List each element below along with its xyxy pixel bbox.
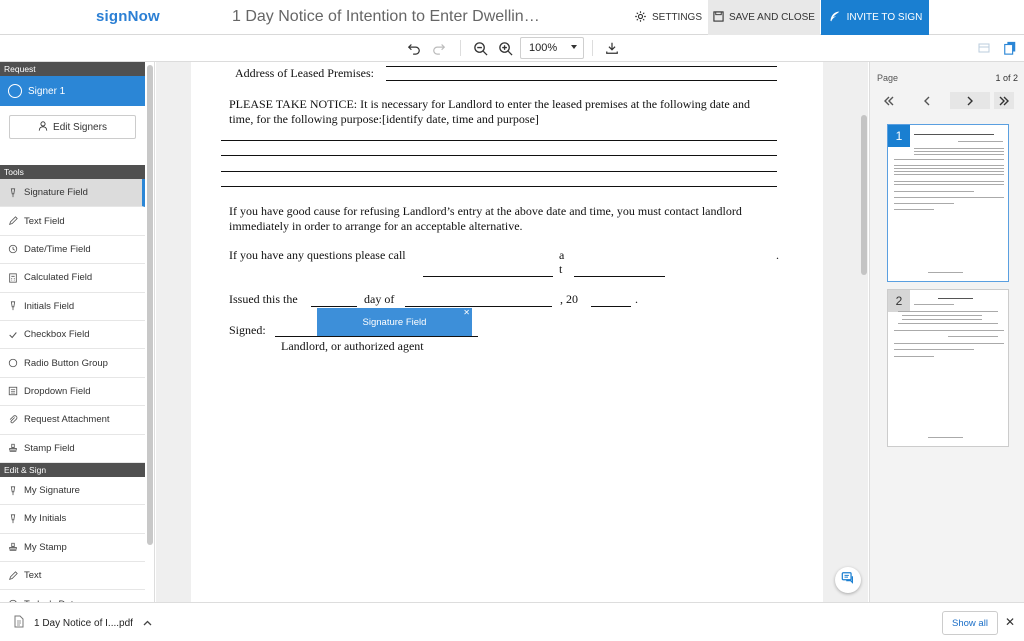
page-count: 1 of 2 (995, 73, 1018, 83)
signed-label: Signed: (229, 323, 266, 337)
close-icon[interactable]: ✕ (1005, 615, 1016, 629)
sidebar-item-label: Signature Field (24, 187, 88, 199)
document-title[interactable]: 1 Day Notice of Intention to Enter Dwellin… (232, 8, 540, 25)
paperclip-icon (8, 415, 18, 425)
signer-label: Signer 1 (28, 85, 66, 97)
zoom-in-icon[interactable] (497, 40, 513, 56)
person-icon (38, 121, 48, 134)
zoom-value: 100% (529, 42, 558, 54)
page-label: Page (877, 73, 899, 83)
request-section-header: Request (0, 62, 145, 76)
save-close-label: SAVE AND CLOSE (729, 12, 815, 23)
next-page-icon[interactable] (950, 92, 990, 109)
chevron-down-icon (571, 45, 577, 49)
sidebar-item-stamp-field[interactable] (0, 435, 145, 463)
download-file-name: 1 Day Notice of I....pdf (34, 617, 133, 629)
top-bar (0, 0, 1024, 35)
document-viewport (156, 62, 868, 602)
left-sidebar (0, 62, 155, 602)
day-of-text: day of (364, 292, 395, 306)
signature-field-label: Signature Field (362, 316, 427, 328)
notice-line-2: time, for the following purpose:[identify date, time and purpose] (229, 112, 539, 126)
pen-icon (8, 486, 18, 496)
zoom-select[interactable] (520, 37, 584, 59)
user-icon (8, 84, 22, 98)
edit-sign-section-header: Edit & Sign (0, 463, 145, 477)
notice-line-1: PLEASE TAKE NOTICE: It is necessary for Landlord to enter the leased premises at the following date and (229, 97, 751, 111)
sidebar-item-label: My Stamp (24, 541, 67, 553)
period-2: . (635, 292, 638, 306)
sidebar-item-text[interactable] (0, 562, 145, 590)
redo-icon[interactable] (431, 40, 447, 56)
feather-icon (828, 10, 841, 26)
sidebar-item-label: Date/Time Field (24, 243, 91, 255)
letter-t: t (559, 262, 563, 276)
cause-line-1: If you have good cause for refusing Landlord’s entry at the above date and time, you must contact landlord (229, 204, 742, 218)
year-text: , 20 (560, 292, 578, 306)
sidebar-item-label: Text Field (24, 215, 65, 227)
check-icon (8, 330, 18, 340)
sidebar-scrollbar[interactable] (147, 65, 153, 545)
chat-button[interactable] (835, 567, 861, 593)
invite-label: INVITE TO SIGN (846, 12, 923, 23)
radio-icon (8, 358, 18, 368)
sidebar-item-checkbox-field[interactable] (0, 321, 145, 349)
invite-to-sign-button[interactable] (821, 0, 929, 35)
pdf-file-icon (14, 615, 24, 631)
address-label: Address of Leased Premises: (235, 66, 374, 80)
agent-label: Landlord, or authorized agent (281, 339, 424, 353)
sidebar-item-my-signature[interactable] (0, 477, 145, 505)
thumbnail-number: 2 (888, 290, 910, 312)
save-and-close-button[interactable] (708, 0, 820, 35)
first-page-icon[interactable] (882, 92, 896, 109)
pages-view-icon[interactable] (1002, 40, 1018, 56)
sidebar-item-radio-button-group[interactable] (0, 349, 145, 377)
show-all-button[interactable]: Show all (942, 611, 998, 635)
edit-signers-label: Edit Signers (53, 121, 107, 133)
calculator-icon (8, 273, 18, 283)
sidebar-item-label: Stamp Field (24, 442, 75, 454)
cause-line-2: immediately in order to arrange for an acceptable alternative. (229, 219, 523, 233)
sidebar-item-dropdown-field[interactable] (0, 378, 145, 406)
document-toolbar (0, 35, 1024, 62)
sidebar-item-label: Radio Button Group (24, 357, 108, 369)
prev-page-icon[interactable] (920, 92, 934, 109)
sidebar-item-label: Initials Field (24, 300, 75, 312)
download-icon[interactable] (604, 40, 620, 56)
dropdown-icon (8, 386, 18, 396)
tools-section-header: Tools (0, 165, 145, 179)
sidebar-item-date-time-field[interactable] (0, 236, 145, 264)
questions-text: If you have any questions please call (229, 248, 406, 262)
last-page-icon[interactable] (994, 92, 1014, 109)
sidebar-item-calculated-field[interactable] (0, 264, 145, 292)
sidebar-item-initials-field[interactable] (0, 293, 145, 321)
sidebar-item-label: Text (24, 570, 42, 582)
grid-view-icon[interactable] (976, 40, 992, 56)
settings-button[interactable] (634, 0, 702, 35)
signnow-logo[interactable]: signNow (96, 8, 160, 25)
stamp-icon (8, 542, 18, 552)
thumbnail-number: 1 (888, 125, 910, 147)
sidebar-item-label: Checkbox Field (24, 329, 90, 341)
sidebar-item-label: Calculated Field (24, 272, 93, 284)
page-thumbnails-panel (869, 62, 1024, 602)
pen-icon (8, 301, 18, 311)
download-bar (0, 602, 1024, 641)
document-page (191, 62, 823, 602)
pen-icon (8, 514, 18, 524)
letter-a: a (559, 248, 565, 262)
gear-icon (634, 10, 647, 26)
sidebar-item-label: My Signature (24, 485, 80, 497)
save-icon (713, 11, 724, 25)
period-1: . (776, 248, 779, 262)
chat-icon (841, 571, 855, 590)
close-icon[interactable]: ✕ (463, 308, 470, 317)
sidebar-item-label: Dropdown Field (24, 385, 91, 397)
signer-selector[interactable] (0, 76, 145, 106)
pen-icon (8, 188, 18, 198)
sidebar-item-signature-field[interactable] (0, 179, 145, 207)
sidebar-item-label: My Initials (24, 513, 67, 525)
edit-signers-button[interactable] (9, 115, 136, 139)
pencil-icon (8, 571, 18, 581)
stamp-icon (8, 443, 18, 453)
issued-text: Issued this the (229, 292, 298, 306)
pencil-icon (8, 216, 18, 226)
document-scrollbar[interactable] (861, 115, 867, 275)
sidebar-item-label: Request Attachment (24, 414, 110, 426)
sidebar-item-my-stamp[interactable] (0, 534, 145, 562)
zoom-out-icon[interactable] (472, 40, 488, 56)
page-thumbnail-2[interactable] (887, 289, 1009, 447)
undo-icon[interactable] (406, 40, 422, 56)
settings-label: SETTINGS (652, 12, 703, 23)
chevron-up-icon[interactable] (143, 618, 152, 629)
signature-field[interactable] (317, 308, 472, 336)
page-thumbnail-1[interactable] (887, 124, 1009, 282)
sidebar-item-request-attachment[interactable] (0, 406, 145, 434)
download-item[interactable] (14, 615, 152, 631)
clock-icon (8, 244, 18, 254)
sidebar-item-text-field[interactable] (0, 207, 145, 235)
sidebar-item-my-initials[interactable] (0, 505, 145, 533)
